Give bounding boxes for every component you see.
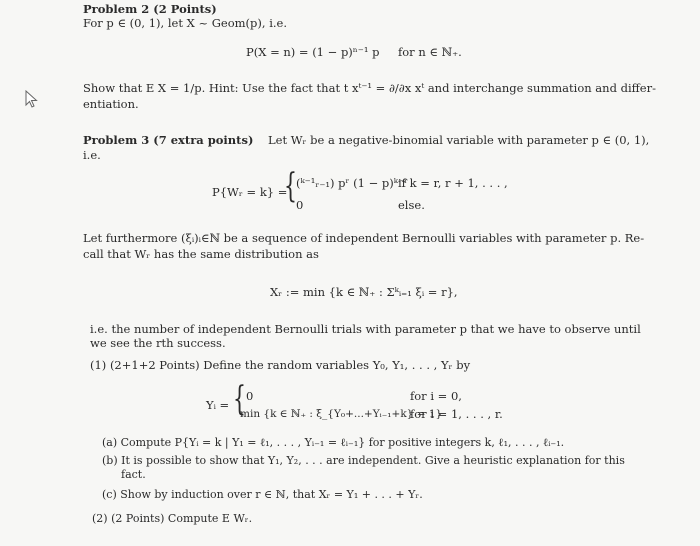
part1-c: (c) Show by induction over r ∈ ℕ, that Xᵣ = Y₁ + . . . + Yᵣ. (102, 488, 423, 501)
problem3-ie: i.e. (83, 148, 101, 162)
part1-b-line2: fact. (121, 468, 146, 481)
part1-definition: (1) (2+1+2 Points) Define the random variables Y₀, Y₁, . . . , Yᵣ by (90, 358, 471, 372)
negbin-case1: (ᵏ⁻¹ᵣ₋₁) pʳ (1 − p)ᵏ⁻ʳ (296, 176, 409, 190)
problem2-pmf-condition: for n ∈ ℕ₊. (398, 45, 462, 59)
mouse-cursor-icon (25, 90, 39, 108)
problem3-further-line1: Let furthermore (ξᵢ)ᵢ∈ℕ be a sequence of independent Bernoulli variables with parameter p. Re- (83, 231, 645, 245)
negbin-case2: 0 (296, 198, 304, 212)
problem3-further-line2: call that Wᵣ has the same distribution as (83, 247, 319, 261)
part2: (2) (2 Points) Compute E Wᵣ. (92, 512, 253, 525)
y-lhs: Yᵢ = (206, 398, 230, 412)
problem2-pmf: P(X = n) = (1 − p)ⁿ⁻¹ p (246, 45, 380, 59)
y-case1: 0 (246, 389, 254, 403)
problem3-heading-rest: Let Wᵣ be a negative-binomial variable with parameter p ∈ (0, 1), (268, 133, 650, 147)
problem2-heading: Problem 2 (2 Points) (83, 2, 217, 16)
part1-a: (a) Compute P{Yᵢ = k | Y₁ = ℓ₁, . . . , Yᵢ₋₁ = ℓᵢ₋₁} for positive integers k, ℓ₁, . . . , ℓᵢ₋₁. (102, 436, 565, 449)
negbin-lhs: P{Wᵣ = k} = (212, 185, 288, 199)
problem3-ie-line1: i.e. the number of independent Bernoulli trials with parameter p that we have to observe until (90, 322, 641, 336)
negbin-case2-condition: else. (398, 198, 425, 212)
problem2-task-line1: Show that E X = 1/p. Hint: Use the fact that t xᵗ⁻¹ = ∂/∂x xᵗ and interchange summation and differ- (83, 81, 656, 95)
y-case2: min {k ∈ ℕ₊ : ξ_{Y₀+...+Yᵢ₋₁+k} = 1} (240, 408, 443, 420)
problem2-intro: For p ∈ (0, 1), let X ~ Geom(p), i.e. (83, 16, 287, 30)
part1-b-line1: (b) It is possible to show that Y₁, Y₂, . . . are independent. Give a heuristic explanation for this (102, 454, 625, 467)
problem3-ie-line2: we see the rth success. (90, 336, 226, 350)
negbin-brace: { (284, 166, 297, 206)
y-brace: { (233, 379, 246, 419)
problem3-heading: Problem 3 (7 extra points) (83, 133, 254, 147)
y-case2-condition: for i = 1, . . . , r. (410, 407, 503, 421)
negbin-case1-condition: if k = r, r + 1, . . . , (398, 176, 508, 190)
xr-definition: Xᵣ := min {k ∈ ℕ₊ : Σᵏᵢ₌₁ ξᵢ = r}, (270, 285, 458, 299)
problem2-task-line2: entiation. (83, 97, 139, 111)
y-case1-condition: for i = 0, (410, 389, 462, 403)
